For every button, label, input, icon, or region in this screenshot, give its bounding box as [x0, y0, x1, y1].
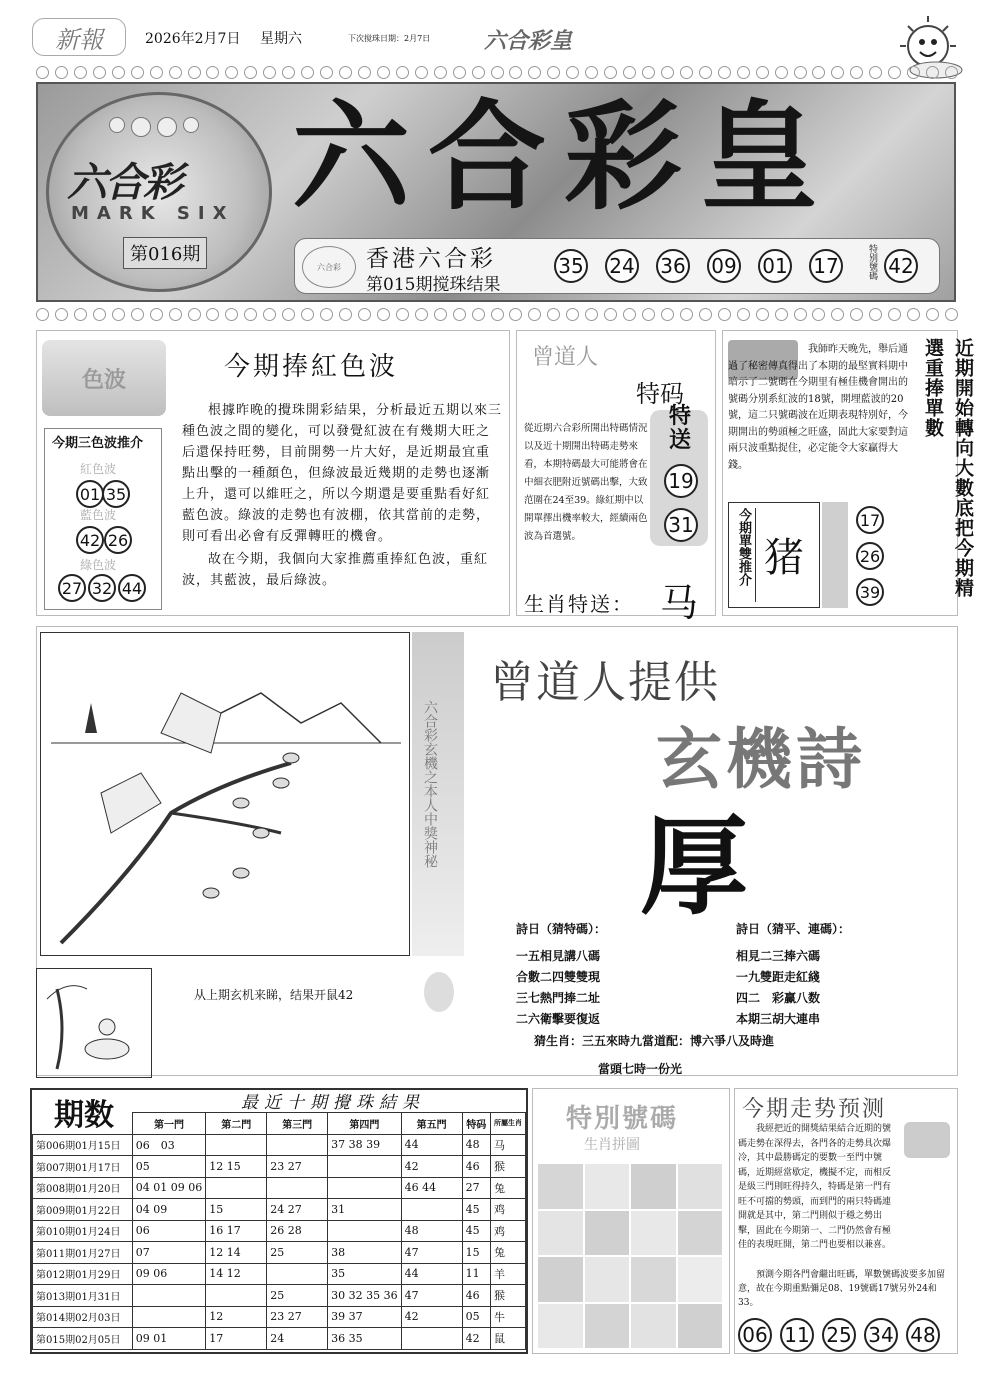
period-cell: 第014期02月03日	[33, 1306, 133, 1328]
tema-label: 特码	[636, 380, 684, 408]
number-dot	[642, 308, 655, 321]
number-cell	[267, 1263, 328, 1285]
number-dot	[396, 66, 409, 79]
number-cell	[206, 1177, 267, 1199]
table-header: 第二門	[206, 1113, 267, 1135]
green-wave-ball: 32	[88, 574, 116, 602]
number-dot	[320, 308, 333, 321]
single-double-zodiac: 猪	[764, 535, 804, 581]
tema-ball: 19	[664, 464, 698, 498]
number-dot	[358, 308, 371, 321]
poem-line: 相見二三捧六碼	[736, 949, 821, 963]
number-cell	[132, 1285, 205, 1307]
number-dot	[794, 308, 807, 321]
number-dot	[188, 308, 201, 321]
number-cell: 30 32 35 36	[328, 1285, 401, 1307]
table-title: 最近十期攪珠結果	[241, 1093, 425, 1113]
number-dot	[491, 308, 504, 321]
result-ball: 17	[809, 249, 843, 283]
result-ball: 01	[758, 249, 792, 283]
number-cell: 27	[462, 1177, 490, 1199]
table-row	[33, 1306, 526, 1328]
number-dot	[472, 308, 485, 321]
number-cell	[401, 1199, 462, 1221]
number-dot	[434, 66, 447, 79]
number-dot	[131, 66, 144, 79]
number-cell: 兔	[490, 1177, 525, 1199]
poem-last-line: 當頭七時一份光	[598, 1062, 683, 1076]
number-dot	[74, 308, 87, 321]
number-dot	[301, 66, 314, 79]
logo-sub: MARK SIX	[71, 203, 235, 224]
number-cell: 11	[462, 1263, 490, 1285]
number-dot	[945, 66, 958, 79]
poem-line: 三七熱門捧二址	[516, 991, 601, 1005]
trend-icon	[904, 1122, 950, 1158]
table-row	[33, 1263, 526, 1285]
zodiac-puzzle	[538, 1164, 722, 1348]
number-cell	[328, 1220, 401, 1242]
number-dot	[756, 308, 769, 321]
poem-left-head: 詩日（猜特碼）：	[516, 922, 607, 936]
number-dot	[585, 66, 598, 79]
number-dot	[415, 308, 428, 321]
bird-illustration	[40, 632, 410, 956]
number-cell: 鸡	[490, 1220, 525, 1242]
color-wave-article-2: 故在今期，我個向大家推薦重捧紅色波，重紅波，其藍波，最后綠波。	[182, 552, 489, 588]
number-dot	[377, 308, 390, 321]
number-cell	[328, 1156, 401, 1178]
send-label: 特送	[668, 403, 691, 453]
table-header: 第四門	[328, 1113, 401, 1135]
logo-text: 六合彩	[67, 159, 181, 206]
number-cell	[401, 1328, 462, 1350]
trend-ball: 06	[738, 1318, 772, 1352]
next-draw-date: 下次搅珠日期：2月7日	[348, 34, 431, 43]
number-dot	[206, 66, 219, 79]
number-cell: 09 06	[132, 1263, 205, 1285]
result-ball: 36	[656, 249, 690, 283]
number-dot	[55, 308, 68, 321]
number-dot-row-bottom	[36, 308, 958, 322]
number-cell: 兔	[490, 1242, 525, 1264]
number-dot	[282, 308, 295, 321]
number-dot	[547, 308, 560, 321]
result-label: 第015期搅珠结果	[366, 275, 501, 295]
number-cell: 09 01	[132, 1328, 205, 1350]
number-dot	[850, 308, 863, 321]
number-dot	[453, 308, 466, 321]
number-dot	[112, 308, 125, 321]
side-vertical-text: 六合彩玄機之本人中獎神秘	[422, 700, 438, 868]
results-table	[32, 1112, 526, 1350]
number-dot	[642, 66, 655, 79]
number-cell: 12 15	[206, 1156, 267, 1178]
recommend-title: 今期三色波推介	[52, 436, 144, 451]
monk-drawing-icon	[37, 969, 151, 1077]
weekday: 星期六	[260, 31, 302, 47]
number-cell: 07	[132, 1242, 205, 1264]
number-cell: 牛	[490, 1306, 525, 1328]
number-cell: 35	[328, 1263, 401, 1285]
green-wave-ball: 44	[118, 574, 146, 602]
number-cell: 14 12	[206, 1263, 267, 1285]
poem-line: 四二 彩赢八数	[736, 991, 821, 1005]
number-dot	[756, 66, 769, 79]
trend-text-2: 預測今期各門會繼出旺碼，單數號碼波要多加留意，故在今期重點彌足08、19號碼17號另外24和33。	[738, 1270, 946, 1308]
number-dot	[566, 308, 579, 321]
color-wave-logo: 色波	[42, 340, 166, 416]
poem-line: 一九雙距走紅綫	[736, 970, 821, 984]
number-dot	[604, 308, 617, 321]
number-dot	[263, 308, 276, 321]
number-cell	[206, 1134, 267, 1156]
table-row	[33, 1220, 526, 1242]
number-cell: 47	[401, 1242, 462, 1264]
period-cell: 第011期01月27日	[33, 1242, 133, 1264]
table-row	[33, 1177, 526, 1199]
poem-big-char: 厚	[640, 805, 749, 930]
monk-illustration	[36, 968, 152, 1078]
poem-line: 本期三胡大連串	[736, 1012, 821, 1026]
number-cell: 25	[267, 1285, 328, 1307]
number-dot	[812, 308, 825, 321]
number-cell: 15	[206, 1199, 267, 1221]
special-label: 特别號碼	[867, 244, 877, 280]
special-ball: 42	[884, 249, 918, 283]
red-wave-ball: 01	[76, 480, 104, 508]
number-dot	[926, 308, 939, 321]
number-dot	[358, 66, 371, 79]
number-dot	[585, 308, 598, 321]
number-dot	[528, 308, 541, 321]
red-wave-ball: 35	[102, 480, 130, 508]
period-cell: 第006期01月15日	[33, 1134, 133, 1156]
number-dot	[775, 308, 788, 321]
number-dot	[623, 308, 636, 321]
number-dot	[112, 66, 125, 79]
pick-ball: 39	[856, 578, 884, 606]
number-dot	[869, 308, 882, 321]
number-cell: 17	[206, 1328, 267, 1350]
special-subtitle: 生肖拼圖	[584, 1137, 640, 1153]
zeng-title: 曾道人	[532, 345, 599, 370]
trend-text: 我經把近的開獎結果結合近期的號碼走勢在深得去，各門各的走勢具次爆冷，其中最勝碼定的要數一至門中號碼，近期經當歇定，機擬不定，而相反是級三門則旺得持久，特碼是第一門有旺不可擋的勢頭，而到門的兩只特碼連開就是其中，第二門則似于穩之勢出擊，固此在今期第一、二門仍然會有極佳的表現旺開，第二門也要相以兼喜。	[738, 1124, 892, 1250]
number-dot	[36, 66, 49, 79]
number-dot	[869, 66, 882, 79]
poem-line: 一五相見講八碼	[516, 949, 601, 963]
number-cell: 24	[267, 1328, 328, 1350]
number-cell: 42	[462, 1328, 490, 1350]
poem-zodiac-line: 猜生肖：三五來時九當道配：博六爭八及時進	[534, 1034, 775, 1048]
number-dot	[301, 308, 314, 321]
zeng-text: 從近期六合彩所開出特碼情況以及近十期開出特碼走勢來看，本期特碼最大可能將會在中細衣肥附近號碼出擊，大致范圍在24至39。綠紅期中以開單擇出機率較大，經續兩色波為首選號。	[524, 423, 648, 542]
number-cell: 44	[401, 1134, 462, 1156]
mascot-icon	[424, 972, 454, 1012]
table-row	[33, 1199, 526, 1221]
master-vertical-text: 近期開始轉向大數底把今期精選重捧單數	[922, 338, 974, 598]
number-cell: 48	[462, 1134, 490, 1156]
number-dot	[93, 308, 106, 321]
number-dot	[926, 66, 939, 79]
master-text: 我師昨天晚先，舉后通過了秘密傳真得出了本期的最堅實料期中暗示了二號碼在今期里有極佳機會開出的號碼分別系紅波的18號，開埋藍波的20號，這二只號碼波在近期表現特別好，今期開出的勢頭極之旺盛，固此大家要對這兩只波重點捉住，必定能令大家贏得大錢。	[728, 344, 908, 471]
tema-ball: 31	[664, 508, 698, 542]
trend-title: 今期走势预测	[742, 1097, 887, 1122]
number-dot	[737, 308, 750, 321]
zodiac-send: 马	[660, 581, 699, 625]
number-dot	[547, 66, 560, 79]
number-cell: 45	[462, 1199, 490, 1221]
zodiac-label: 生肖特送：	[524, 592, 634, 616]
number-cell: 猴	[490, 1285, 525, 1307]
poem-title: 玄機詩	[656, 721, 866, 798]
number-cell: 36 35	[328, 1328, 401, 1350]
blue-wave-ball: 26	[104, 526, 132, 554]
number-dot	[377, 66, 390, 79]
number-dot	[396, 308, 409, 321]
last-result-text: 从上期玄机来睇，结果开鼠42	[194, 988, 354, 1002]
table-row	[33, 1285, 526, 1307]
number-cell: 46 44	[401, 1177, 462, 1199]
table-row	[33, 1156, 526, 1178]
number-dot	[263, 66, 276, 79]
number-cell: 鸡	[490, 1199, 525, 1221]
number-dot	[775, 66, 788, 79]
number-cell: 05	[462, 1306, 490, 1328]
bird-drawing-icon	[41, 633, 409, 955]
blue-wave-ball: 42	[76, 526, 104, 554]
number-cell: 04 01 09 06	[132, 1177, 205, 1199]
poem-line: 合數二四雙雙現	[516, 970, 601, 984]
number-dot	[434, 308, 447, 321]
number-cell: 45	[462, 1220, 490, 1242]
period-label: 期数	[54, 1098, 114, 1133]
issue-date: 2026年2月7日	[145, 31, 241, 47]
number-dot	[945, 308, 958, 321]
number-dot	[150, 308, 163, 321]
number-dot	[718, 308, 731, 321]
number-dot	[604, 66, 617, 79]
number-dot	[453, 66, 466, 79]
green-wave-label: 綠色波	[80, 558, 117, 572]
number-cell: 37 38 39	[328, 1134, 401, 1156]
poem-right-head: 詩日（猜平、連碼）：	[736, 922, 851, 936]
number-cell: 06 03	[132, 1134, 205, 1156]
number-cell: 16 17	[206, 1220, 267, 1242]
color-wave-article: 根據昨晚的攪珠開彩結果，分析最近五期以來三種色波之間的變化，可以發覺紅波在有幾期大旺之后還保持旺勢，目前開勢一片大好，是近期最宜重點出擊的一種顏色，但綠波最近幾期的走勢也逐漸上升，還可以維旺之，所以今期還是要重點看好紅藍色波。綠波的走勢也有波棚，依其當前的走勢，則可看出必會有反彈轉旺的機會。	[182, 403, 503, 544]
number-cell: 鼠	[490, 1328, 525, 1350]
number-cell: 猴	[490, 1156, 525, 1178]
number-dot	[528, 66, 541, 79]
pick-ball: 17	[856, 506, 884, 534]
period-cell: 第013期01月31日	[33, 1285, 133, 1307]
number-cell: 25	[267, 1242, 328, 1264]
number-dot	[225, 66, 238, 79]
number-dot	[206, 308, 219, 321]
number-dot-row-top	[36, 66, 958, 80]
number-dot	[509, 66, 522, 79]
number-cell: 12	[206, 1306, 267, 1328]
table-header: 第五門	[401, 1113, 462, 1135]
number-cell	[206, 1285, 267, 1307]
number-dot	[55, 66, 68, 79]
number-dot	[36, 308, 49, 321]
number-dot	[718, 66, 731, 79]
number-cell: 42	[401, 1306, 462, 1328]
number-cell: 23 27	[267, 1306, 328, 1328]
number-dot	[339, 66, 352, 79]
number-dot	[74, 66, 87, 79]
table-header: 第三門	[267, 1113, 328, 1135]
number-dot	[680, 308, 693, 321]
table-header: 特码	[462, 1113, 490, 1135]
number-dot	[699, 308, 712, 321]
number-dot	[888, 66, 901, 79]
number-dot	[188, 66, 201, 79]
issue-number: 第016期	[123, 237, 207, 269]
result-ball: 24	[605, 249, 639, 283]
number-cell: 23 27	[267, 1156, 328, 1178]
number-dot	[225, 308, 238, 321]
number-dot	[415, 66, 428, 79]
trend-ball: 11	[780, 1318, 814, 1352]
number-dot	[150, 66, 163, 79]
number-cell: 羊	[490, 1263, 525, 1285]
number-cell	[267, 1177, 328, 1199]
number-cell: 24 27	[267, 1199, 328, 1221]
period-cell: 第008期01月20日	[33, 1177, 133, 1199]
number-dot	[282, 66, 295, 79]
number-cell	[267, 1134, 328, 1156]
number-dot	[320, 66, 333, 79]
red-wave-label: 紅色波	[80, 462, 117, 476]
decor-strip	[822, 502, 848, 608]
number-cell: 05	[132, 1156, 205, 1178]
banner-title: 六合彩皇	[292, 88, 837, 226]
color-wave-title: 今期捧紅色波	[224, 352, 399, 382]
period-cell: 第015期02月05日	[33, 1328, 133, 1350]
number-dot	[339, 308, 352, 321]
green-wave-ball: 27	[58, 574, 86, 602]
number-cell: 42	[401, 1156, 462, 1178]
number-cell: 12 14	[206, 1242, 267, 1264]
number-cell: 46	[462, 1285, 490, 1307]
number-cell: 47	[401, 1285, 462, 1307]
number-cell: 31	[328, 1199, 401, 1221]
table-row	[33, 1134, 526, 1156]
hk-logo-icon: 六合彩	[302, 246, 356, 288]
number-dot	[850, 66, 863, 79]
hk-label: 香港六合彩	[366, 246, 496, 272]
number-dot	[812, 66, 825, 79]
number-dot	[472, 66, 485, 79]
special-title: 特別號碼	[566, 1104, 679, 1134]
number-dot	[509, 308, 522, 321]
number-cell: 46	[462, 1156, 490, 1178]
number-dot	[131, 308, 144, 321]
number-dot	[661, 66, 674, 79]
number-cell	[132, 1306, 205, 1328]
result-ball: 35	[554, 249, 588, 283]
mark-six-logo	[46, 92, 272, 292]
number-cell: 26 28	[267, 1220, 328, 1242]
table-row	[33, 1328, 526, 1350]
period-cell: 第010期01月24日	[33, 1220, 133, 1242]
number-dot	[907, 66, 920, 79]
poem-provider: 曾道人提供	[490, 657, 720, 708]
number-dot	[169, 308, 182, 321]
trend-ball: 25	[822, 1318, 856, 1352]
number-cell: 15	[462, 1242, 490, 1264]
number-dot	[680, 66, 693, 79]
number-cell: 04 09	[132, 1199, 205, 1221]
period-cell: 第009期01月22日	[33, 1199, 133, 1221]
number-dot	[737, 66, 750, 79]
number-cell: 马	[490, 1134, 525, 1156]
number-dot	[831, 308, 844, 321]
number-cell: 06	[132, 1220, 205, 1242]
period-cell: 第007期01月17日	[33, 1156, 133, 1178]
table-header: 第一門	[132, 1113, 205, 1135]
number-dot	[907, 308, 920, 321]
number-cell: 39 37	[328, 1306, 401, 1328]
number-dot	[888, 308, 901, 321]
number-dot	[93, 66, 106, 79]
number-dot	[661, 308, 674, 321]
number-dot	[794, 66, 807, 79]
number-dot	[491, 66, 504, 79]
brand-small: 六合彩皇	[484, 28, 573, 54]
single-double-label: 今期單雙推介	[734, 508, 756, 602]
table-header: 所屬生肖	[490, 1113, 525, 1135]
table-row	[33, 1242, 526, 1264]
number-dot	[699, 66, 712, 79]
number-cell	[328, 1177, 401, 1199]
result-ball: 09	[707, 249, 741, 283]
period-cell: 第012期01月29日	[33, 1263, 133, 1285]
blue-wave-label: 藍色波	[80, 508, 117, 522]
number-cell: 48	[401, 1220, 462, 1242]
number-dot	[244, 66, 257, 79]
trend-ball: 34	[864, 1318, 898, 1352]
number-cell: 38	[328, 1242, 401, 1264]
pick-ball: 26	[856, 542, 884, 570]
new-tag: 新報	[32, 18, 126, 56]
poem-left-lines	[516, 946, 600, 1030]
number-cell: 44	[401, 1263, 462, 1285]
number-dot	[566, 66, 579, 79]
trend-ball: 48	[906, 1318, 940, 1352]
number-dot	[831, 66, 844, 79]
poem-right-lines	[736, 946, 820, 1030]
number-dot	[169, 66, 182, 79]
poem-line: 二六衛擊要復返	[516, 1012, 601, 1026]
number-dot	[244, 308, 257, 321]
number-dot	[623, 66, 636, 79]
